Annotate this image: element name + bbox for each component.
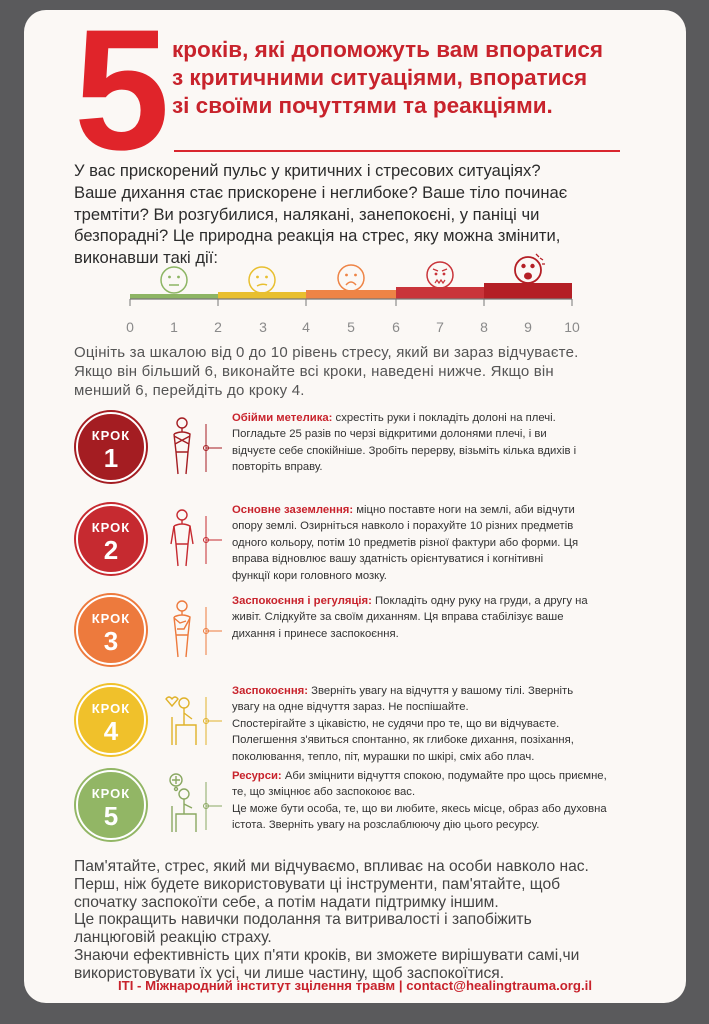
- step-label: Основне заземлення:: [232, 504, 354, 516]
- step-badge-word: КРОК: [91, 786, 131, 801]
- step-line: істота. Зверніть увагу на розслаблюючу дію цього ресурсу.: [232, 819, 540, 832]
- instruction-line: менший 6, перейдіть до кроку 4.: [74, 382, 305, 399]
- step-connector: [204, 603, 226, 659]
- headline-line: з критичними ситуаціями, впоратися: [172, 65, 588, 90]
- closing-line: Пам'ятайте, стрес, який ми відчуваємо, впливає на особи навколо нас.: [74, 858, 589, 875]
- tick-label: 3: [259, 319, 267, 335]
- step-text: [232, 768, 662, 834]
- step-line: Спостерігайте з цікавістю, не судячи про те, що ви відчуваєте.: [232, 717, 560, 730]
- step-badge-word: КРОК: [91, 428, 131, 443]
- tick-label: 10: [564, 319, 580, 335]
- closing-line: ланцюговій реакцію страху.: [74, 929, 272, 947]
- big-number: 5: [74, 0, 170, 186]
- neutral-face-icon: [161, 267, 187, 293]
- intro-line: Ваше дихання стає прискорене і неглибоке? Ваше тіло починає: [74, 182, 568, 202]
- infographic-card: [24, 0, 686, 1003]
- step-text: [232, 502, 662, 584]
- scale-tick-marks: [130, 299, 572, 306]
- step-badge: [74, 502, 148, 576]
- step-line: дихання і принесе заспокоєння.: [232, 627, 399, 640]
- step-line: схрестіть руки і покладіть долоні на плечі.: [332, 412, 556, 424]
- tick-label: 8: [480, 319, 488, 335]
- hand-on-chest-figure-icon: [162, 599, 202, 661]
- tick-label: 2: [214, 319, 222, 335]
- closing-line: Це покращить навички подолання та витривалості і запобіжить: [74, 911, 532, 929]
- step-number: 3: [103, 626, 119, 656]
- step-label: Заспокоєння:: [232, 685, 309, 697]
- step-badge-word: КРОК: [91, 611, 131, 626]
- step-connector: [204, 512, 226, 568]
- instruction-line: Якщо він більший 6, виконайте всі кроки, наведені нижче. Якщо він: [74, 363, 554, 380]
- distressed-face-icon: [427, 262, 453, 288]
- step-number: 2: [103, 535, 119, 565]
- scale-tick-labels: [126, 319, 580, 335]
- tick-label: 9: [524, 319, 532, 335]
- headline: [172, 36, 642, 120]
- step-label: Ресурси:: [232, 770, 282, 782]
- closing-line: спочатку заспокоїти себе, а потім надати підтримку іншим.: [74, 893, 499, 911]
- standing-figure-icon: [162, 508, 202, 570]
- step-number: 5: [103, 801, 119, 831]
- step-line: функції кори головного мозку.: [232, 569, 387, 582]
- step-line: живіт. Слідкуйте за своїм диханням. Ця вправа стабілізує ваше: [232, 611, 564, 624]
- closing-line: Знаючи ефективність цих п'яти кроків, ви зможете вирішувати самі,чи: [74, 946, 580, 964]
- step-badge: [74, 410, 148, 484]
- step-line: те, що зміцнює або заспокоює вас.: [232, 786, 416, 799]
- headline-divider: [174, 150, 620, 152]
- step-text: [232, 410, 662, 476]
- step-number: 4: [103, 716, 119, 746]
- scale-segment-green: [130, 294, 218, 299]
- butterfly-hug-figure-icon: [162, 416, 202, 478]
- step-line: одного кольору, потім 10 предметів різної фактури або форми. Ця: [232, 536, 579, 549]
- step-label: Обійми метелика:: [232, 412, 333, 424]
- step-line: Аби зміцнити відчуття спокою, подумайте про щось приємне,: [281, 770, 607, 782]
- stress-scale: [126, 250, 580, 340]
- instruction-line: Оцініть за шкалою від 0 до 10 рівень стресу, який ви зараз відчуваєте.: [74, 344, 579, 361]
- intro-line: У вас прискорений пульс у критичних і стресових ситуаціях?: [74, 161, 541, 180]
- seated-figure-thought-icon: [162, 774, 202, 836]
- slight-frown-face-icon: [249, 267, 275, 293]
- instruction-text: [74, 343, 654, 400]
- step-text: [232, 593, 662, 642]
- tick-label: 1: [170, 319, 178, 335]
- step-connector: [204, 693, 226, 749]
- step-connector: [204, 420, 226, 476]
- frown-face-icon: [338, 265, 364, 291]
- seated-figure-heart-icon: [162, 689, 202, 751]
- scale-segment-darkred: [484, 283, 572, 299]
- step-badge-word: КРОК: [91, 701, 131, 716]
- step-line: вправа відновлює вашу здатність орієнтуватися і когнітивні: [232, 553, 544, 566]
- step-line: повторіть вправу.: [232, 461, 323, 474]
- step-badge: [74, 683, 148, 757]
- step-line: Зверніть увагу на відчуття у вашому тілі. Зверніть: [308, 685, 574, 697]
- step-line: Це може бути особа, те, що ви любите, якесь місце, образ або духовна: [232, 802, 607, 815]
- step-line: міцно поставте ноги на землі, аби відчути: [353, 504, 575, 516]
- step-badge: [74, 593, 148, 667]
- step-line: Полегшення з'явиться спонтанно, як глибоке дихання, позіхання,: [232, 734, 574, 747]
- screaming-face-icon: [515, 254, 545, 283]
- tick-label: 5: [347, 319, 355, 335]
- intro-line: тремтіти? Ви розгубилися, налякані, занепокоєні, у паніці чи: [74, 204, 540, 224]
- tick-label: 7: [436, 319, 444, 335]
- tick-label: 6: [392, 319, 400, 335]
- step-connector: [204, 778, 226, 834]
- step-label: Заспокоєння і регуляція:: [232, 595, 372, 607]
- step-badge-word: КРОК: [91, 520, 131, 535]
- step-line: опору землі. Озирніться навколо і порахуйте 10 різних предметів: [232, 520, 574, 533]
- tick-label: 0: [126, 319, 134, 335]
- step-text: [232, 683, 662, 765]
- footer-credit: ITI - Міжнародний інститут зцілення травм | contact@healingtrauma.org.il: [118, 978, 592, 993]
- step-number: 1: [103, 443, 119, 473]
- step-line: відчуєте себе спокійніше. Зробіть перерву, візьміть кілька вдихів і: [232, 444, 577, 457]
- closing-line: використовувати їх усі, чи лише частину, щоб заспокоїтися.: [74, 964, 505, 982]
- intro-line: безпорадні? Це природна реакція на стрес, яку можна змінити,: [74, 226, 561, 246]
- step-badge: [74, 768, 148, 842]
- closing-line: Перш, ніж будете використовувати ці інструменти, пам'ятайте, щоб: [74, 875, 561, 893]
- step-line: увагу на одне відчуття зараз. Не поспішайте.: [232, 701, 469, 714]
- step-line: Погладьте 25 разів по черзі відкритими долонями плечі, і ви: [232, 428, 547, 441]
- headline-line: зі своїми почуттями та реакціями.: [172, 93, 553, 118]
- scale-segment-red: [396, 287, 484, 299]
- tick-label: 4: [302, 319, 310, 335]
- step-line: поколювання, тепло, піт, мурашки по шкірі, сміх або плач.: [232, 750, 535, 763]
- intro-line: виконавши такі дії:: [74, 248, 218, 268]
- step-line: Покладіть одну руку на груди, а другу на: [371, 595, 588, 607]
- closing-text: [74, 858, 664, 983]
- headline-line: кроків, які допоможуть вам впоратися: [172, 37, 604, 62]
